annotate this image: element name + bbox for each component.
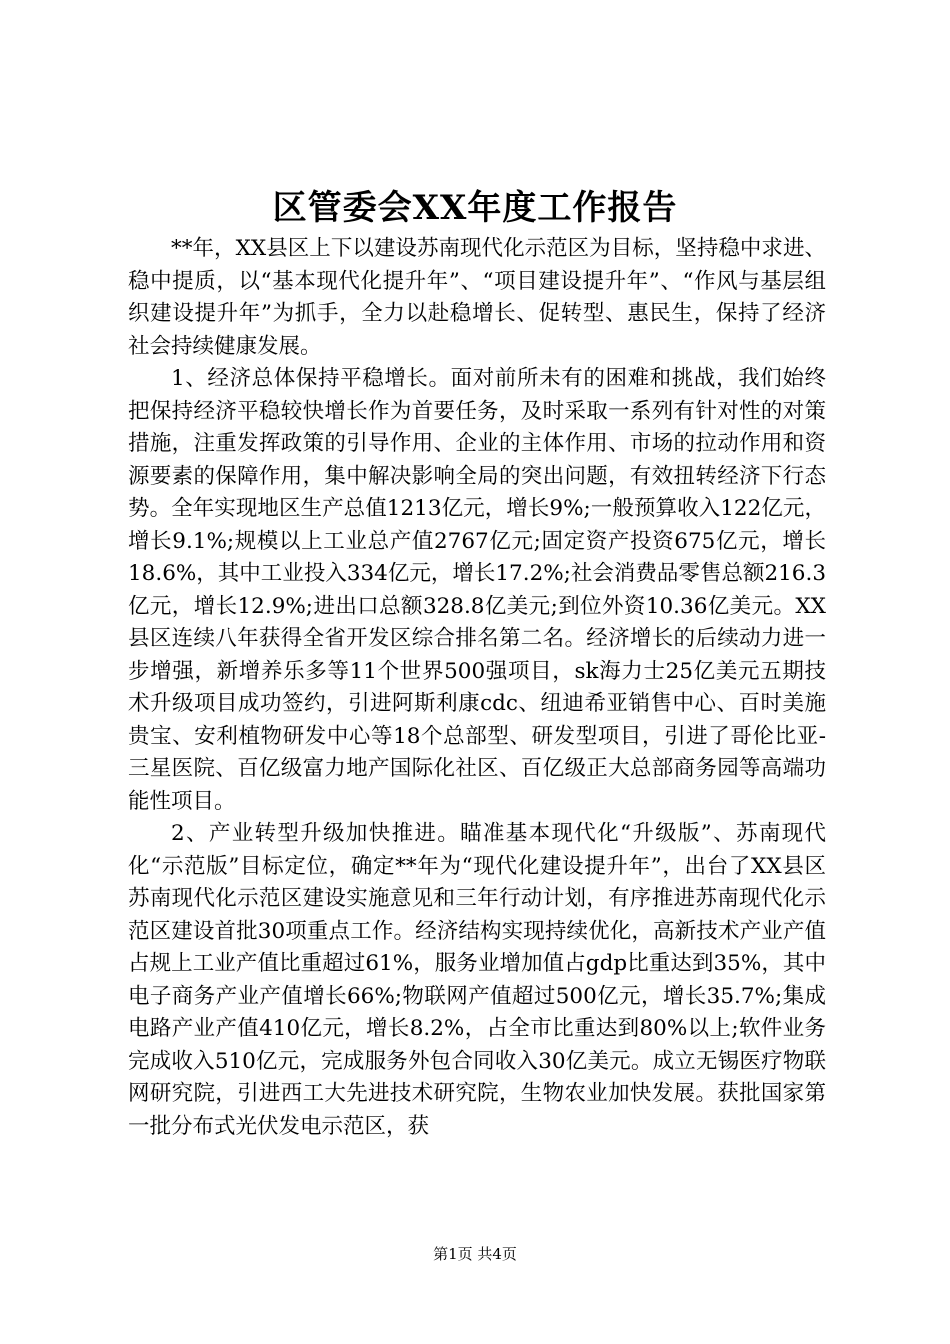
document-title: 区管委会XX年度工作报告 [272, 188, 678, 228]
page-footer [0, 1244, 950, 1264]
paragraph-industry: 2、产业转型升级加快推进。瞄准基本现代化“升级版”、苏南现代化“示范版”目标定位，确定**年为“现代化建设提升年”，出台了XX县区苏南现代化示范区建设实施意见和三年行动计划，有序推进苏南现代化示范区建设首批30项重点工作。经济结构实现持续优化，高新技术产业产值占规上工业产值比重超过61%，服务业增加值占gdp比重达到35%，其中电子商务产业产值增长66%;物联网产值超过500亿元，增长35.7%;集成电路产业产值410亿元，增长8.2%，占全市比重达到80%以上;软件业务完成收入510亿元，完成服务外包合同收入30亿美元。成立无锡医疗物联网研究院，引进西工大先进技术研究院，生物农业加快发展。获批国家第一批分布式光伏发电示范区，获 [128, 821, 826, 1139]
page-indicator: 第1页 共4页 [433, 1245, 517, 1263]
document-body [128, 233, 826, 1143]
paragraph-economy: 1、经济总体保持平稳增长。面对前所未有的困难和挑战，我们始终把保持经济平稳较快增长作为首要任务，及时采取一系列有针对性的对策措施，注重发挥政策的引导作用、企业的主体作用、市场的拉动作用和资源要素的保障作用，集中解决影响全局的突出问题，有效扭转经济下行态势。全年实现地区生产总值1213亿元，增长9%;一般预算收入122亿元，增长9.1%;规模以上工业总产值2767亿元;固定资产投资675亿元，增长18.6%，其中工业投入334亿元，增长17.2%;社会消费品零售总额216.3亿元，增长12.9%;进出口总额328.8亿美元;到位外资10.36亿美元。XX县区连续八年获得全省开发区综合排名第二名。经济增长的后续动力进一步增强，新增养乐多等11个世界500强项目，sk海力士25亿美元五期技术升级项目成功签约，引进阿斯利康cdc、纽迪希亚销售中心、百时美施贵宝、安利植物研发中心等18个总部型、研发型项目，引进了哥伦比亚-三星医院、百亿级富力地产国际化社区、百亿级正大总部商务园等高端功能性项目。 [128, 366, 826, 814]
paragraph-intro: **年，XX县区上下以建设苏南现代化示范区为目标，坚持稳中求进、稳中提质，以“基本现代化提升年”、“项目建设提升年”、“作风与基层组织建设提升年”为抓手，全力以赴稳增长、促转型、惠民生，保持了经济社会持续健康发展。 [128, 236, 826, 359]
